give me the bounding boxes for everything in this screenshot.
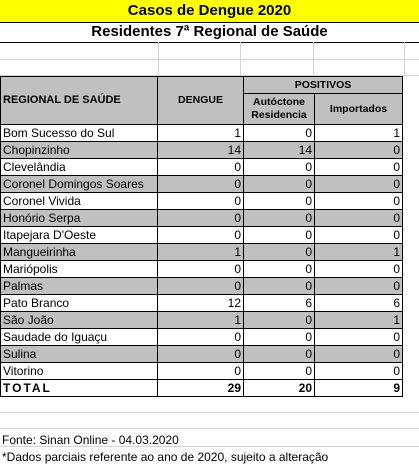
cell-dengue: 0: [158, 210, 244, 227]
table-row: [1, 176, 403, 193]
cell-regional: Mariópolis: [1, 261, 158, 278]
cell-dengue: 12: [158, 295, 244, 312]
cell-importados: 0: [315, 142, 403, 159]
cell-dengue: 0: [158, 227, 244, 244]
table-row: [1, 312, 403, 329]
total-row: [1, 380, 403, 397]
source-note: Fonte: Sinan Online - 04.03.2020: [2, 433, 179, 447]
cell-autoctone: 0: [244, 244, 315, 261]
cell-importados: 1: [315, 312, 403, 329]
empty-grid-row: [0, 59, 419, 76]
cell-autoctone: 0: [244, 363, 315, 380]
table-row: [1, 346, 403, 363]
grid-line: [158, 42, 159, 76]
empty-grid-row: [0, 43, 419, 60]
cell-autoctone: 0: [244, 346, 315, 363]
cell-importados: 0: [315, 346, 403, 363]
table-row: [1, 159, 403, 176]
cell-dengue: 0: [158, 261, 244, 278]
partial-data-note: *Dados parciais referente ao ano de 2020, sujeito a alteração: [2, 450, 329, 464]
cell-dengue: 1: [158, 125, 244, 142]
cell-regional: Honório Serpa: [1, 210, 158, 227]
table-row: [1, 210, 403, 227]
cell-regional: Mangueirinha: [1, 244, 158, 261]
cell-importados: 1: [315, 244, 403, 261]
cell-regional: Saudade do Iguaçu: [1, 329, 158, 346]
cell-regional: Pato Branco: [1, 295, 158, 312]
header-positivos: POSITIVOS: [244, 77, 403, 94]
total-autoctone: 20: [244, 380, 315, 397]
cell-autoctone: 0: [244, 312, 315, 329]
cell-dengue: 0: [158, 329, 244, 346]
table-row: [1, 125, 403, 142]
table-row: [1, 329, 403, 346]
dengue-cases-table: [0, 76, 403, 397]
header-importados: Importados: [315, 94, 403, 125]
sheet-title: Casos de Dengue 2020: [0, 0, 419, 23]
cell-importados: 0: [315, 193, 403, 210]
cell-regional: Coronel Domingos Soares: [1, 176, 158, 193]
cell-regional: São João: [1, 312, 158, 329]
total-importados: 9: [315, 380, 403, 397]
cell-autoctone: 0: [244, 210, 315, 227]
cell-regional: Sulina: [1, 346, 158, 363]
table-body: [1, 125, 403, 397]
cell-importados: 0: [315, 363, 403, 380]
cell-dengue: 0: [158, 346, 244, 363]
cell-autoctone: 0: [244, 329, 315, 346]
cell-dengue: 0: [158, 159, 244, 176]
cell-regional: Bom Sucesso do Sul: [1, 125, 158, 142]
cell-dengue: 14: [158, 142, 244, 159]
table-row: [1, 244, 403, 261]
cell-importados: 0: [315, 176, 403, 193]
header-regional: REGIONAL DE SAÚDE: [1, 77, 158, 125]
cell-importados: 1: [315, 125, 403, 142]
cell-regional: Chopinzinho: [1, 142, 158, 159]
cell-autoctone: 0: [244, 125, 315, 142]
cell-dengue: 1: [158, 244, 244, 261]
grid-line: [240, 42, 241, 76]
cell-importados: 0: [315, 227, 403, 244]
cell-importados: 0: [315, 278, 403, 295]
cell-autoctone: 0: [244, 159, 315, 176]
cell-dengue: 0: [158, 278, 244, 295]
table-row: [1, 295, 403, 312]
cell-autoctone: 0: [244, 193, 315, 210]
total-label: TOTAL: [1, 380, 158, 397]
cell-dengue: 0: [158, 176, 244, 193]
table-row: [1, 261, 403, 278]
cell-regional: Itapejara D'Oeste: [1, 227, 158, 244]
cell-autoctone: 0: [244, 227, 315, 244]
cell-regional: Coronel Vivida: [1, 193, 158, 210]
cell-autoctone: 0: [244, 261, 315, 278]
cell-regional: Clevelândia: [1, 159, 158, 176]
cell-dengue: 1: [158, 312, 244, 329]
cell-autoctone: 6: [244, 295, 315, 312]
table-row: [1, 142, 403, 159]
total-dengue: 29: [158, 380, 244, 397]
cell-autoctone: 0: [244, 176, 315, 193]
empty-grid-row: [0, 428, 419, 429]
cell-autoctone: 14: [244, 142, 315, 159]
header-dengue: DENGUE: [158, 77, 244, 125]
grid-line: [313, 42, 314, 76]
table-row: [1, 193, 403, 210]
cell-importados: 6: [315, 295, 403, 312]
cell-regional: Palmas: [1, 278, 158, 295]
cell-importados: 0: [315, 261, 403, 278]
table-row: [1, 363, 403, 380]
sheet-subtitle: Residentes 7ª Regional de Saúde: [0, 22, 419, 43]
cell-autoctone: 0: [244, 278, 315, 295]
cell-importados: 0: [315, 210, 403, 227]
table-row: [1, 227, 403, 244]
empty-grid-row: [0, 412, 419, 413]
grid-line: [404, 42, 405, 76]
cell-importados: 0: [315, 329, 403, 346]
header-autoctone: Autóctone Residencia: [244, 94, 315, 125]
cell-dengue: 0: [158, 363, 244, 380]
cell-dengue: 0: [158, 193, 244, 210]
cell-importados: 0: [315, 159, 403, 176]
cell-regional: Vitorino: [1, 363, 158, 380]
table-row: [1, 278, 403, 295]
